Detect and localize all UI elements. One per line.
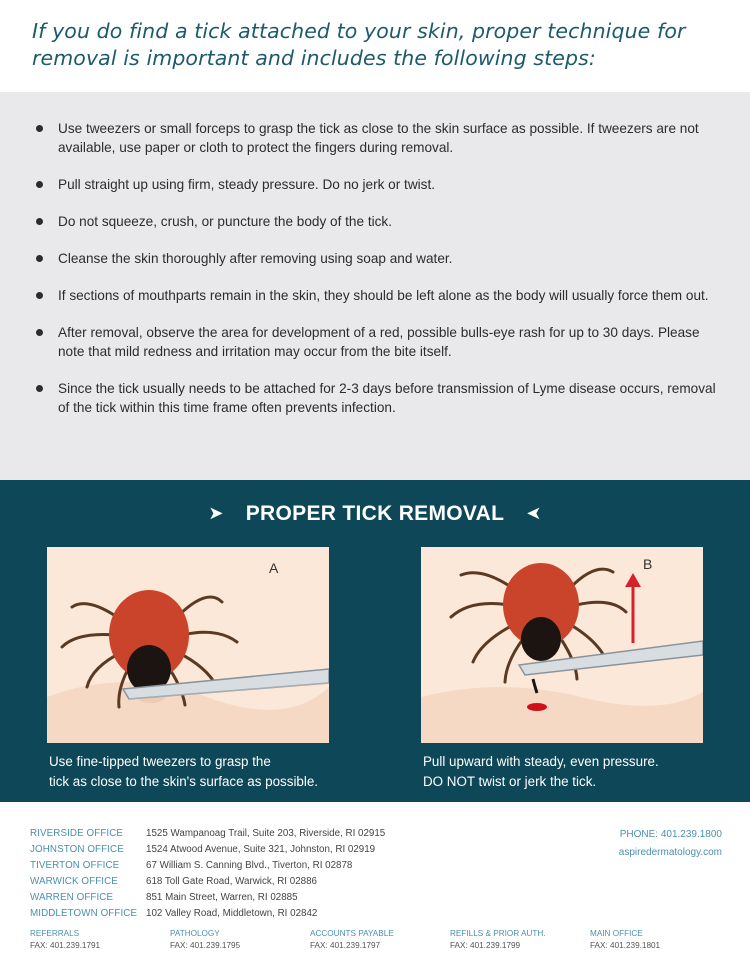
- office-name: TIVERTON OFFICE: [30, 860, 120, 871]
- bullet-dot-icon: [36, 292, 43, 299]
- fax-label: MAIN OFFICE: [590, 929, 643, 938]
- list-item: [310, 928, 450, 952]
- list-item: [450, 928, 590, 952]
- list-item: [30, 826, 385, 842]
- step-text: After removal, observe the area for development of a red, possible bulls-eye rash for up to 30 days. Please note that mild redness and irritation may occur from the bite itself.: [58, 325, 700, 359]
- list-item: [30, 890, 385, 906]
- fax-number: FAX: 401.239.1801: [590, 941, 661, 950]
- fax-label: REFERRALS: [30, 929, 80, 938]
- fax-number: FAX: 401.239.1795: [170, 941, 241, 950]
- step-text: Pull straight up using firm, steady pressure. Do no jerk or twist.: [58, 177, 436, 192]
- office-list: [30, 826, 385, 922]
- office-name: JOHNSTON OFFICE: [30, 844, 124, 855]
- tick-head: [521, 617, 561, 661]
- list-item: [30, 858, 385, 874]
- phone-number: PHONE: 401.239.1800: [619, 829, 722, 840]
- fax-number: FAX: 401.239.1799: [450, 941, 521, 950]
- step-text: Use tweezers or small forceps to grasp the tick as close to the skin surface as possible. If tweezers are not available, use paper or cloth to protect the fingers during removal.: [58, 121, 699, 155]
- contact-info: [619, 826, 722, 862]
- illustration-panel-a: [47, 547, 329, 743]
- step-text: Do not squeeze, crush, or puncture the body of the tick.: [58, 214, 392, 229]
- illustration-panel-b: [421, 547, 703, 743]
- bullet-dot-icon: [36, 125, 43, 132]
- step-text: Cleanse the skin thoroughly after removing using soap and water.: [58, 251, 453, 266]
- tick-pull-illustration: [421, 547, 703, 743]
- fax-label: ACCOUNTS PAYABLE: [310, 929, 394, 938]
- bullet-dot-icon: [36, 218, 43, 225]
- panel-a-caption: [49, 752, 318, 792]
- fax-label: PATHOLOGY: [170, 929, 220, 938]
- tick-removal-band: [0, 480, 750, 802]
- chevron-right-icon: ➤: [208, 503, 224, 523]
- list-item: [36, 286, 716, 305]
- list-item: [36, 249, 716, 268]
- office-address: 67 William S. Canning Blvd., Tiverton, RI 02878: [146, 860, 353, 871]
- bullet-dot-icon: [36, 385, 43, 392]
- step-text: Since the tick usually needs to be attached for 2-3 days before transmission of Lyme disease occurs, removal of the tick within this time frame often prevents infection.: [58, 381, 716, 415]
- page-header: [0, 0, 750, 92]
- list-item: [590, 928, 730, 952]
- list-item: [30, 928, 170, 952]
- office-address: 618 Toll Gate Road, Warwick, RI 02886: [146, 876, 317, 887]
- bite-mark: [527, 703, 547, 711]
- page-footer: [0, 802, 750, 960]
- office-name: WARWICK OFFICE: [30, 876, 118, 887]
- tick-grasp-illustration: [47, 547, 329, 743]
- section-title: [0, 502, 750, 526]
- fax-number: FAX: 401.239.1797: [310, 941, 381, 950]
- panel-b-caption: [423, 752, 659, 792]
- office-name: MIDDLETOWN OFFICE: [30, 908, 138, 919]
- caption-line: tick as close to the skin's surface as possible.: [49, 774, 319, 789]
- list-item: [30, 874, 385, 890]
- panel-letter: B: [643, 556, 653, 572]
- list-item: [36, 119, 716, 157]
- list-item: [36, 379, 716, 417]
- fax-number: FAX: 401.239.1791: [30, 941, 101, 950]
- section-title-text: PROPER TICK REMOVAL: [245, 502, 505, 525]
- bullet-dot-icon: [36, 255, 43, 262]
- caption-line: Pull upward with steady, even pressure.: [423, 754, 659, 769]
- caption-line: Use fine-tipped tweezers to grasp the: [49, 754, 271, 769]
- office-name: RIVERSIDE OFFICE: [30, 828, 124, 839]
- removal-steps-section: [0, 92, 750, 480]
- bullet-dot-icon: [36, 181, 43, 188]
- office-address: 1524 Atwood Avenue, Suite 321, Johnston, RI 02919: [146, 844, 376, 855]
- steps-list: [36, 119, 716, 417]
- office-address: 1525 Wampanoag Trail, Suite 203, Riverside, RI 02915: [146, 828, 386, 839]
- step-text: If sections of mouthparts remain in the skin, they should be left alone as the body will usually force them out.: [58, 288, 709, 303]
- list-item: [36, 323, 716, 361]
- office-name: WARREN OFFICE: [30, 892, 114, 903]
- list-item: [30, 906, 385, 922]
- office-address: 851 Main Street, Warren, RI 02885: [146, 892, 298, 903]
- website-link[interactable]: aspiredermatology.com: [618, 847, 722, 858]
- bullet-dot-icon: [36, 329, 43, 336]
- list-item: [30, 842, 385, 858]
- list-item: [36, 212, 716, 231]
- fax-list: [30, 928, 730, 952]
- page-title: If you do find a tick attached to your skin, proper technique for removal is important and includes the following steps:: [32, 19, 686, 70]
- list-item: [170, 928, 310, 952]
- office-address: 102 Valley Road, Middletown, RI 02842: [146, 908, 318, 919]
- chevron-left-icon: ➤: [526, 503, 542, 523]
- caption-line: DO NOT twist or jerk the tick.: [423, 774, 597, 789]
- fax-label: REFILLS & PRIOR AUTH.: [450, 929, 546, 938]
- list-item: [36, 175, 716, 194]
- panel-letter: A: [269, 560, 279, 576]
